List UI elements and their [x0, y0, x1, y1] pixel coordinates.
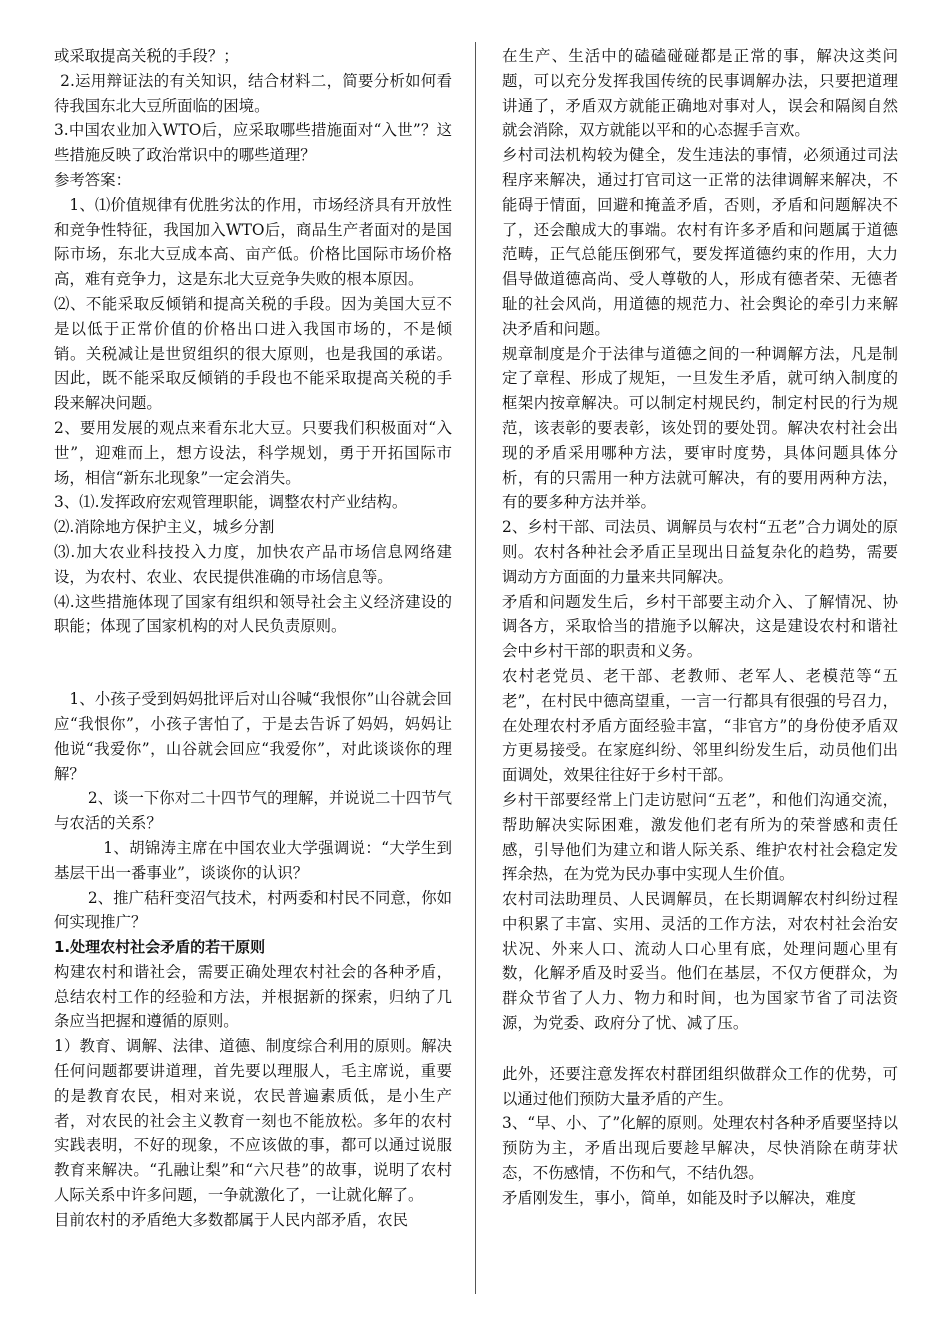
paragraph: ⑵、不能采取反倾销和提高关税的手段。因为美国大豆不是以低于正常价值的价格出口进入我国市场的，不是倾销。关税减让是世贸组织的很大原则，也是我国的承诺。因此，既不能采取反倾销的手段也不能采取提高关税的手段来解决问题。 [54, 294, 452, 413]
paragraph: 在生产、生活中的磕磕碰碰都是正常的事，解决这类问题，可以充分发挥我国传统的民事调解办法，只要把道理讲通了，矛盾双方就能正确地对事对人，误会和隔阂自然就会消除，双方就能以平和的心态握手言欢。 [502, 47, 898, 140]
paragraph: 或采取提高关税的手段？； [54, 47, 239, 65]
paragraph: 参考答案： [54, 170, 131, 189]
paragraph: 3.中国农业加入WTO后，应采取哪些措施面对“入世”？这些措施反映了政治常识中的哪些道理？ [54, 121, 452, 165]
paragraph: 3、⑴.发挥政府宏观管理职能，调整农村产业结构。 [54, 493, 408, 512]
paragraph: 矛盾刚发生，事小，简单，如能及时予以解决，难度 [502, 1188, 856, 1207]
paragraph: 1、胡锦涛主席在中国农业大学强调说：“大学生到基层干出一番事业”，谈谈你的认识？ [54, 838, 452, 882]
paragraph: 矛盾和问题发生后，乡村干部要主动介入、了解情况、协调各方，采取恰当的措施予以解决，这是建设农村和谐社会中乡村干部的职责和义务。 [502, 592, 898, 661]
paragraph: 目前农村的矛盾绝大多数都属于人民内部矛盾，农民 [54, 1210, 408, 1229]
paragraph: ⑶.加大农业科技投入力度，加快农产品市场信息网络建设，为农村、农业、农民提供准确的市场信息等。 [54, 542, 452, 586]
paragraph: 规章制度是介于法律与道德之间的一种调解方法，凡是制定了章程、形成了规矩，一旦发生矛盾，就可纳入制度的框架内按章解决。可以制定村规民约，制定村民的行为规范，该表彰的要表彰，该处罚的要处罚。解决农村社会出现的矛盾采用哪种方法，要审时度势，具体问题具体分析，有的只需用一种方法就可解决，有的要用两种方法，有的要多种方法并举。 [502, 344, 898, 512]
spacer [54, 639, 452, 687]
paragraph: 农村司法助理员、人民调解员，在长期调解农村纠纷过程中积累了丰富、实用、灵活的工作方法，对农村社会治安状况、外来人口、流动人口心里有底，处理问题心里有数，化解矛盾及时妥当。他们在基层，不仅方便群众，为群众节省了人力、物力和时间，也为国家节省了司法资源，为党委、政府分了忧、减了压。 [502, 890, 898, 1033]
right-column [502, 44, 898, 1211]
paragraph: 2、谈一下你对二十四节气的理解，并说说二十四节气与农活的关系？ [54, 789, 452, 833]
paragraph: 2、要用发展的观点来看东北大豆。只要我们积极面对“入世”，迎难而上，想方设法，科学规划，勇于开拓国际市场，相信“新东北现象”一定会消失。 [54, 418, 452, 487]
paragraph: 乡村干部要经常上门走访慰问“五老”，和他们沟通交流，帮助解决实际困难，激发他们老有所为的荣誉感和责任感，引导他们为建立和谐人际关系、维护农村社会稳定发挥余热，在为党为民办事中实现人生价值。 [502, 790, 898, 884]
paragraph: 1、小孩子受到妈妈批评后对山谷喊“我恨你”山谷就会回应“我恨你”，小孩子害怕了，于是去告诉了妈妈，妈妈让他说“我爱你”，山谷就会回应“我爱你”，对此谈谈你的理解？ [54, 690, 452, 783]
spacer [502, 1036, 898, 1062]
paragraph: 2.运用辩证法的有关知识，结合材料二，简要分析如何看待我国东北大豆所面临的困境。 [54, 71, 452, 115]
section-heading: 1.处理农村社会矛盾的若干原则 [54, 938, 266, 957]
paragraph: 此外，还要注意发挥农村群团组织做群众工作的优势，可以通过他们预防大量矛盾的产生。 [502, 1064, 898, 1108]
paragraph: ⑵.消除地方保护主义，城乡分割 [54, 518, 275, 537]
paragraph: 2、乡村干部、司法员、调解员与农村“五老”合力调处的原则。农村各种社会矛盾正呈现出日益复杂化的趋势，需要调动方方面面的力量来共同解决。 [502, 518, 898, 586]
paragraph: 构建农村和谐社会，需要正确处理农村社会的各种矛盾，总结农村工作的经验和方法，并根据新的探索，归纳了几条应当把握和遵循的原则。 [54, 962, 452, 1031]
paragraph: 2、推广秸秆变沼气技术，村两委和村民不同意，你如何实现推广？ [54, 888, 452, 932]
paragraph: 3、“早、小、了”化解的原则。处理农村各种矛盾要坚持以预防为主，矛盾出现后要趁早解决，尽快消除在萌芽状态，不伤感情，不伤和气，不结仇怨。 [502, 1114, 898, 1183]
paragraph: 农村老党员、老干部、老教师、老军人、老模范等“五老”，在村民中德高望重，一言一行都具有很强的号召力，在处理农村矛盾方面经验丰富，“非官方”的身份使矛盾双方更易接受。在家庭纠纷、邻里纠纷发生后，动员他们出面调处，效果往往好于乡村干部。 [502, 666, 898, 785]
paragraph: 乡村司法机构较为健全，发生违法的事情，必须通过司法程序来解决，通过打官司这一正常的法律调解来解决，不能碍于情面，回避和掩盖矛盾，否则，矛盾和问题解决不了，还会酿成大的事端。农村有许多矛盾和问题属于道德范畴，正气总能压倒邪气，要发挥道德约束的作用，大力倡导做道德高尚、受人尊敬的人，形成有德者荣、无德者耻的社会风尚，用道德的规范力、社会舆论的牵引力来解决矛盾和问题。 [502, 146, 898, 338]
paragraph: 1、⑴价值规律有优胜劣汰的作用，市场经济具有开放性和竞争性特征，我国加入WTO后，商品生产者面对的是国际市场，东北大豆成本高、亩产低。价格比国际市场价格高，难有竞争力，这是东北大豆竞争失败的根本原因。 [54, 195, 452, 289]
left-column [54, 44, 452, 1233]
paragraph: ⑷.这些措施体现了国家有组织和领导社会主义经济建设的职能；体现了国家机构的对人民负责原则。 [54, 592, 452, 636]
paragraph: 1）教育、调解、法律、道德、制度综合利用的原则。解决任何问题都要讲道理，首先要以理服人，毛主席说，重要的是教育农民，相对来说，农民普遍素质低，是小生产者，对农民的社会主义教育一刻也不能放松。多年的农村实践表明，不好的现象，不应该做的事，都可以通过说服教育来解决。“孔融让梨”和“六尺巷”的故事，说明了农村人际关系中许多问题，一争就激化了，一让就化解了。 [54, 1037, 452, 1205]
column-divider [475, 42, 476, 1294]
